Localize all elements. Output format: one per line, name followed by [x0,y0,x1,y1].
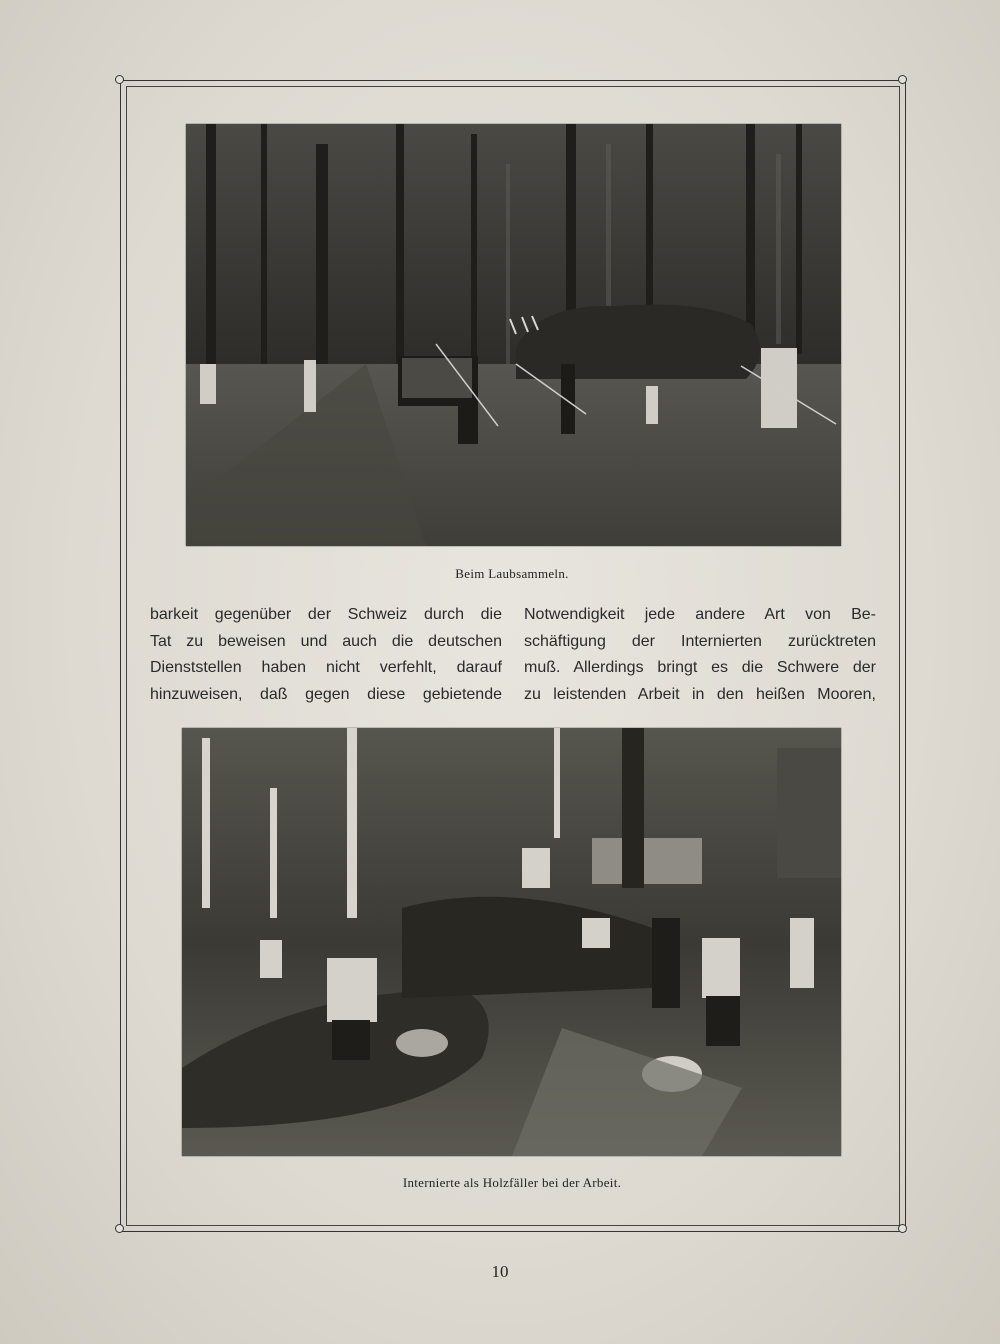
text-line: muß. Allerdings bringt es die Schwere der [524,659,876,676]
photo-leaf-collecting [186,124,841,546]
frame-corner-ornament [898,1224,907,1233]
text-column-left [150,602,502,708]
text-line: zu leistenden Arbeit in den heißen Mooren, [524,685,876,703]
page-number: 10 [491,1262,509,1281]
photo-woodcutters [182,728,841,1156]
frame-corner-ornament [898,75,907,84]
frame-corner-ornament [115,1224,124,1233]
text-line: Tat zu beweisen und auch die deutschen [150,632,502,650]
photo-caption: Internierte als Holzfäller bei der Arbeit. [402,1175,622,1190]
text-column-right [524,602,876,708]
text-line: barkeit gegenüber der Schweiz durch die [150,606,502,623]
text-line: schäftigung der Internierten zurücktreten [524,632,876,650]
photo-caption: Beim Laubsammeln. [455,566,569,581]
text-line: Notwendigkeit jede andere Art von Be- [524,606,876,623]
text-line: Dienststellen haben nicht verfehlt, darauf [150,659,502,676]
text-line: hinzuweisen, daß gegen diese gebietende [150,685,502,703]
frame-corner-ornament [115,75,124,84]
